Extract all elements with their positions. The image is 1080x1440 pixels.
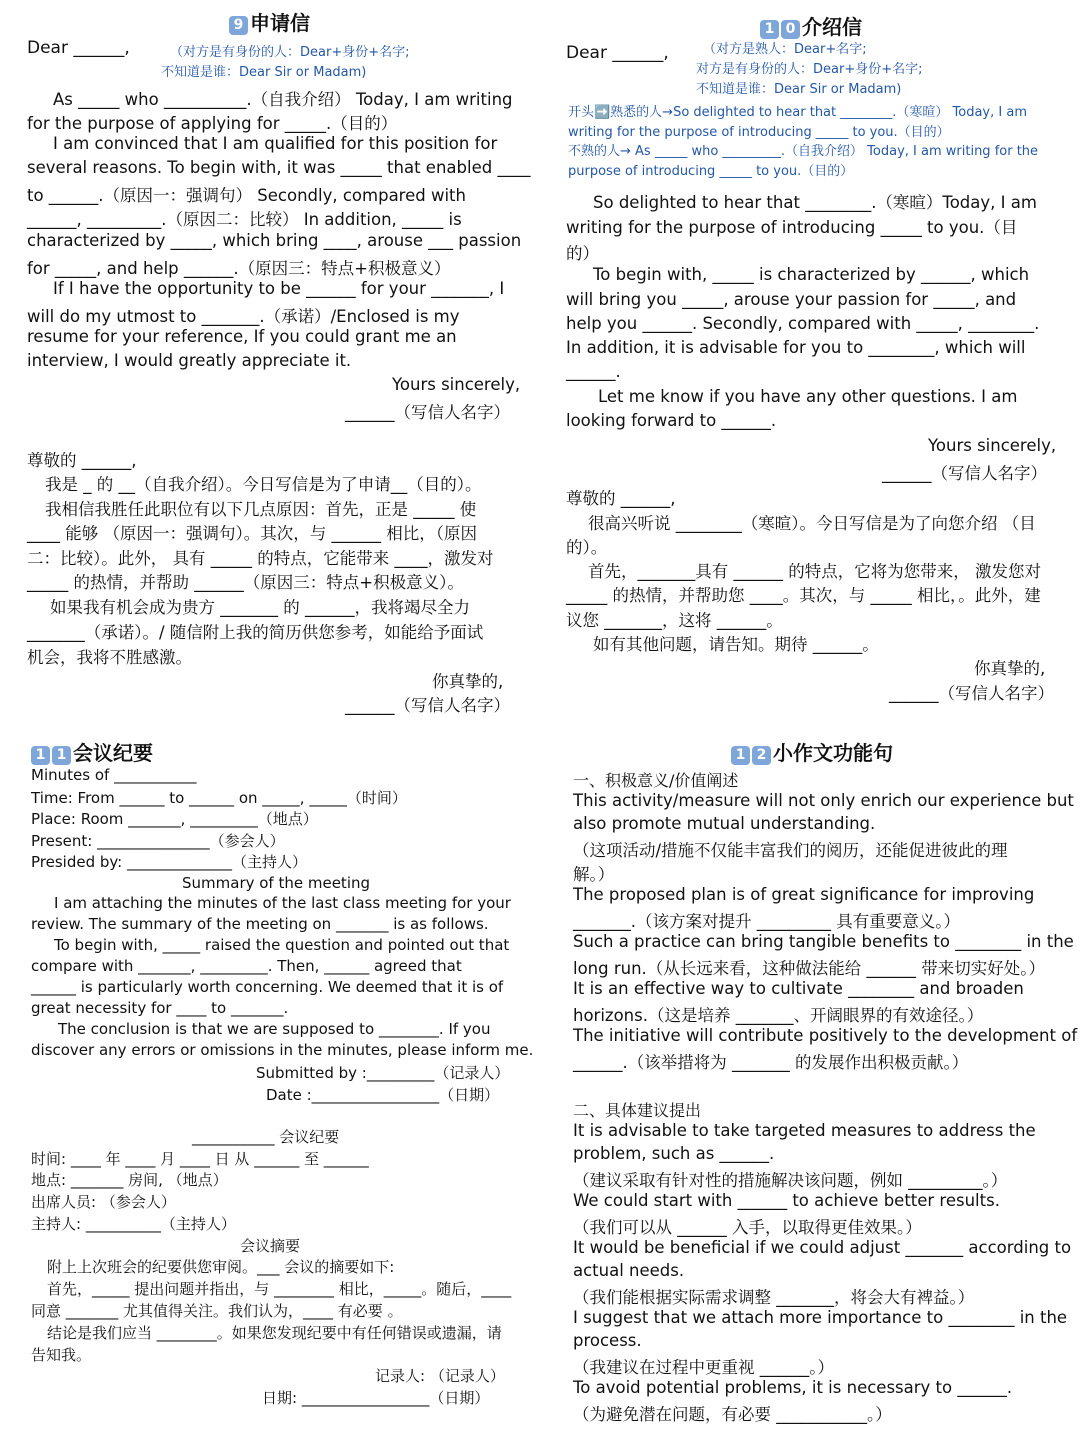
letter-line: If I have the opportunity to be ______ for your _______, I [53,279,505,298]
minutes-line: Time: From ______ to ______ on _____, _____（时间） [31,789,407,807]
phrase-line: _______.（该方案对提升 _________ 具有重要意义。） [573,912,960,931]
minutes-line: discover any errors or omissions in the minutes, please inform me. [31,1041,534,1059]
section-number-badge: 0 [781,20,800,39]
letter-line: will bring you _____, arouse your passion for _____, and [566,290,1017,309]
phrase-line: horizons.（这是培养 _______、开阔眼界的有效途径。） [573,1006,984,1025]
minutes-line: Present: _______________（参会人） [31,832,285,850]
phrase-line: We could start with ______ to achieve better results. [573,1191,1000,1210]
date-line: Date :_________________（日期） [266,1086,500,1104]
cn-summary-heading: 会议摘要 [240,1237,301,1255]
signature-line: ______（写信人名字） [882,464,1047,483]
phrase-line: long run.（从长远来看，这种做法能给 ______ 带来切实好处。） [573,959,1046,978]
letter-line: will do my utmost to _______.（承诺）/Enclosed is my [27,307,460,326]
letter-line: writing for the purpose of introducing _____ to you.（目 [566,218,1018,237]
summary-heading: Summary of the meeting [182,874,371,892]
annotation-note: 不知道是谁：Dear Sir or Madam) [696,82,902,97]
cn-signature-line: ______（写信人名字） [345,696,510,715]
section-number-badge: 9 [229,16,248,35]
cn-line: 如果我有机会成为贵方 _______ 的 ______，我将竭尽全力 [50,598,470,617]
letter-line: To begin with, _____ is characterized by ______, which [593,265,1030,284]
cn-recorder-line: 记录人: （记录人） [375,1367,505,1385]
cn-line: _____ 的热情，并帮助 ______（原因三：特点+积极意义）。 [27,573,464,592]
cn-line: 的）。 [566,538,608,557]
section-number-badge: 1 [52,746,71,765]
letter-line: As _____ who __________.（自我介绍） Today, I am writing [53,90,513,109]
letter-line: I am convinced that I am qualified for this position for [53,134,498,153]
cn-minutes-line: 同意 _______ 尤其值得关注。我们认为，____ 有必要 。 [31,1302,403,1320]
cn-date-line: 日期: _________________（日期） [262,1389,490,1407]
cn-line: 我是 _ 的 __（自我介绍）。今日写信是为了申请__（目的）。 [45,475,482,494]
annotation-note: 开头➡️熟悉的人→So delighted to hear that ________.（寒暄） Today, I am [568,105,1027,120]
letter-line: interview, I would greatly appreciate it. [27,351,352,370]
phrase-line: ______.（该举措将为 _______ 的发展作出积极贡献。） [573,1053,969,1072]
cn-minutes-line: 附上上次班会的纪要供您审阅。___ 会议的摘要如下: [47,1258,395,1276]
section-title: 1 2 小作文功能句 [731,737,893,766]
cn-minutes-line: 结论是我们应当 ________。如果您发现纪要中有任何错误或遗漏，请 [47,1324,502,1342]
phrase-line: The initiative will contribute positively to the development of [573,1026,1078,1045]
minutes-line: To begin with, _____ raised the question and pointed out that [54,936,510,954]
phrase-line: problem, such as ______. [573,1144,775,1163]
cn-line: 首先，_______具有 ______ 的特点，它将为您带来， 激发您对 [588,562,1041,581]
letter-line: looking forward to ______. [566,411,777,430]
letter-line: ______. [566,362,621,381]
cn-minutes-heading: ___________ 会议纪要 [192,1128,340,1146]
annotation-note: （对方是有身份的人：Dear+身份+名字; [170,45,410,60]
cn-minutes-line: 主持人: __________（主持人） [31,1215,236,1233]
cn-line: ____ 能够 （原因一：强调句）。其次，与 ______ 相比，（原因 [27,524,477,543]
section-title: 9 申请信 [229,7,310,36]
salutation: Dear ______, [27,38,130,58]
subsection-heading: 一、积极意义/价值阐述 [573,771,739,790]
phrase-translation: （建议采取有针对性的措施解决该问题，例如 _________。） [573,1171,1008,1190]
letter-line: characterized by _____, which bring ____, arouse ___ passion [27,231,522,250]
phrase-line: This activity/measure will not only enrich our experience but [573,791,1074,810]
letter-line: help you ______. Secondly, compared with _____, ________. [566,314,1040,333]
letter-line: In addition, it is advisable for you to ________, which will [566,338,1026,357]
annotation-note: writing for the purpose of introducing _____ to you.（目的） [568,125,950,140]
cn-line: 二：比较）。此外， 具有 _____ 的特点，它能带来 ____，激发对 [27,549,494,568]
cn-salutation: 尊敬的 ______, [566,489,676,508]
signature-line: ______（写信人名字） [345,403,510,422]
phrase-line: also promote mutual understanding. [573,814,876,833]
cn-line: 很高兴听说 ________（寒暄）。今日写信是为了向您介绍 （目 [588,514,1036,533]
annotation-note: 不熟的人→ As _____ who _________.（自我介绍） Today, I am writing for the [568,144,1039,159]
annotation-note: 对方是有身份的人：Dear+身份+名字; [696,62,923,77]
closing: Yours sincerely, [392,375,521,394]
section-number-badge: 2 [752,746,771,765]
phrase-translation: （我们可以从 ______ 入手，以取得更佳效果。） [573,1218,922,1237]
minutes-line: Place: Room _______, _________（地点） [31,810,318,828]
phrase-line: It would be beneficial if we could adjust _______ according to [573,1238,1072,1257]
minutes-line: I am attaching the minutes of the last class meeting for your [54,894,511,912]
cn-minutes-line: 出席人员: （参会人） [31,1193,176,1211]
annotation-note: 不知道是谁：Dear Sir or Madam) [161,65,367,80]
phrase-translation: （我建议在过程中更重视 ______。） [573,1358,834,1377]
section-number-badge: 1 [31,746,50,765]
cn-minutes-line: 告知我。 [31,1346,92,1364]
cn-minutes-line: 首先，_____ 提出问题并指出，与 ________ 相比，_____。随后，____ [47,1280,512,1298]
phrase-translation: （我们能根据实际需求调整 _______，将会大有裨益。） [573,1288,975,1307]
phrase-line: I suggest that we attach more importance to ________ in the [573,1308,1068,1327]
phrase-line: actual needs. [573,1261,685,1280]
subsection-heading: 二、具体建议提出 [573,1101,702,1120]
cn-minutes-line: 时间: ____ 年 ____ 月 ____ 日 从 ______ 至 ______ [31,1150,369,1168]
phrase-translation: （这项活动/措施不仅能丰富我们的阅历，还能促进彼此的理 [573,841,1008,860]
letter-line: for _____, and help ______.（原因三：特点+积极意义） [27,259,451,278]
section-title: 1 0 介绍信 [760,11,862,40]
section-number-badge: 1 [731,746,750,765]
section-title: 1 1 会议纪要 [31,737,153,766]
phrase-line: process. [573,1331,642,1350]
letter-line: ______, _________.（原因二：比较） In addition, _____ is [27,210,462,229]
letter-line: resume for your reference, If you could grant me an [27,327,457,346]
cn-line: 如有其他问题，请告知。期待 ______。 [593,635,879,654]
letter-line: several reasons. To begin with, it was _____ that enabled ____ [27,158,531,177]
minutes-line: compare with _______, _________. Then, ______ agreed that [31,957,462,975]
cn-line: _____ 的热情，并帮助您 ____。其次，与 _____ 相比，。此外，建 [566,586,1041,605]
cn-signature-line: ______（写信人名字） [889,684,1054,703]
minutes-line: review. The summary of the meeting on _______ is as follows. [31,915,489,933]
closing: Yours sincerely, [928,436,1057,455]
annotation-note: （对方是熟人：Dear+名字; [703,42,867,57]
submitted-by-line: Submitted by :_________（记录人） [256,1064,510,1082]
cn-salutation: 尊敬的 ______, [27,451,137,470]
phrase-translation: （为避免潜在问题，有必要 ___________。） [573,1405,892,1424]
salutation: Dear ______, [566,43,669,63]
letter-line: Let me know if you have any other questions. I am [598,387,1018,406]
cn-minutes-line: 地点: _______ 房间, （地点） [31,1171,228,1189]
phrase-line: Such a practice can bring tangible benefits to ________ in the [573,932,1074,951]
cn-closing: 你真挚的, [974,659,1046,678]
minutes-line: great necessity for ____ to _______. [31,999,289,1017]
letter-line: for the purpose of applying for _____.（目的） [27,114,398,133]
cn-line: 机会，我将不胜感激。 [27,648,192,667]
minutes-line: Presided by: ______________（主持人） [31,853,307,871]
minutes-line: The conclusion is that we are supposed to ________. If you [58,1020,491,1038]
cn-closing: 你真挚的, [432,672,504,691]
phrase-translation: 解。） [573,865,615,884]
phrase-line: It is an effective way to cultivate ________ and broaden [573,979,1024,998]
cn-line: 我相信我胜任此职位有以下几点原因：首先，正是 _____ 使 [45,500,477,519]
letter-line: 的） [566,244,599,263]
section-number-badge: 1 [760,20,779,39]
phrase-line: It is advisable to take targeted measures to address the [573,1121,1036,1140]
minutes-line: Minutes of ___________ [31,766,197,784]
phrase-line: The proposed plan is of great significance for improving [573,885,1035,904]
letter-line: to ______.（原因一：强调句） Secondly, compared with [27,186,466,205]
cn-line: _______（承诺）。/ 随信附上我的简历供您参考，如能给予面试 [27,623,484,642]
cn-line: 议您 _______，这将 ______。 [566,611,783,630]
phrase-line: To avoid potential problems, it is necessary to ______. [573,1378,1013,1397]
minutes-line: ______ is particularly worth concerning. We deemed that it is of [31,978,504,996]
annotation-note: purpose of introducing _____ to you.（目的） [568,164,854,179]
letter-line: So delighted to hear that ________.（寒暄）Today, I am [593,193,1037,212]
